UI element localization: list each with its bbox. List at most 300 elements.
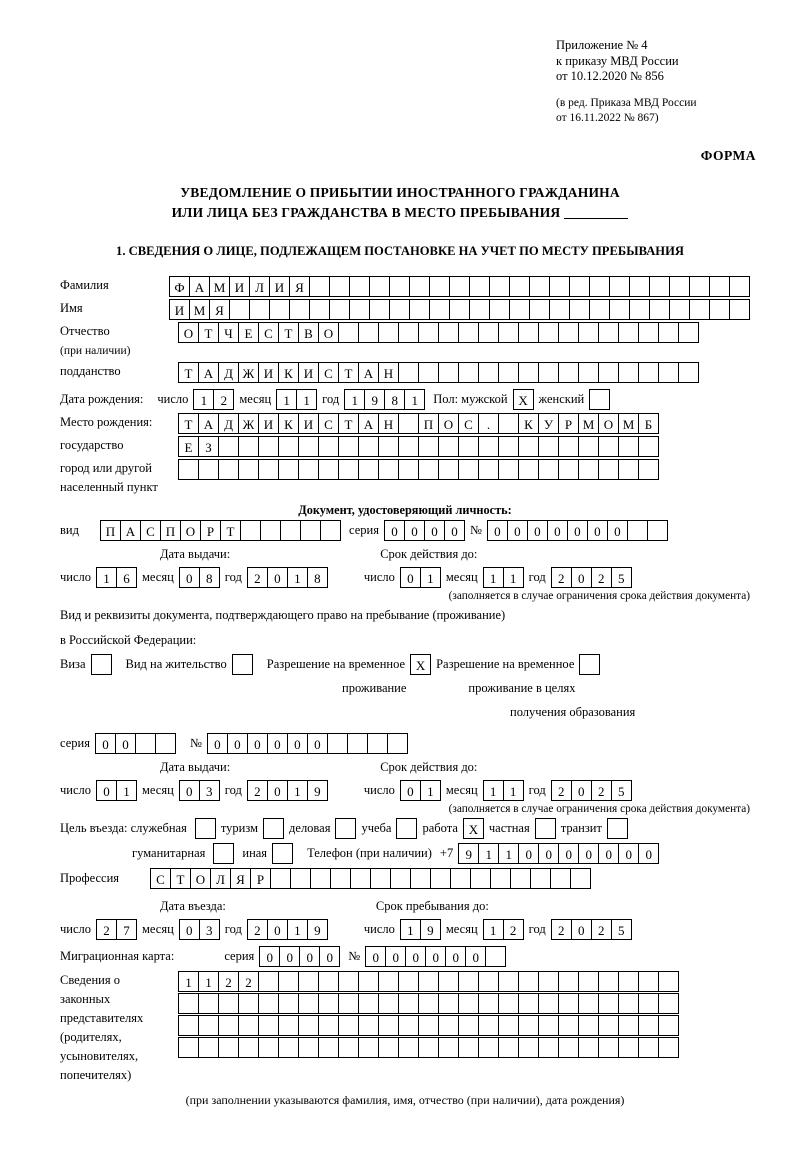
char-cell[interactable] [155, 733, 176, 754]
char-cell[interactable]: 0 [444, 520, 465, 541]
char-cell[interactable] [280, 520, 301, 541]
char-cell[interactable] [498, 1037, 519, 1058]
char-cell[interactable]: П [418, 413, 439, 434]
char-cell[interactable] [349, 299, 370, 320]
char-cell[interactable] [438, 971, 459, 992]
legal-rep-boxes-row4[interactable] [178, 1037, 679, 1058]
char-cell[interactable]: Е [178, 436, 199, 457]
char-cell[interactable]: А [198, 413, 219, 434]
char-cell[interactable] [410, 868, 431, 889]
purpose-study-checkbox[interactable] [396, 818, 417, 839]
char-cell[interactable]: Р [200, 520, 221, 541]
char-cell[interactable] [390, 868, 411, 889]
char-cell[interactable] [298, 1015, 319, 1036]
char-cell[interactable] [629, 276, 650, 297]
legal-rep-boxes-row2[interactable] [178, 993, 679, 1014]
char-cell[interactable] [418, 971, 439, 992]
char-cell[interactable] [389, 299, 410, 320]
sex-male-checkbox[interactable]: X [513, 389, 534, 410]
char-cell[interactable] [669, 299, 690, 320]
char-cell[interactable]: Ж [238, 362, 259, 383]
char-cell[interactable] [458, 436, 479, 457]
char-cell[interactable]: Т [220, 520, 241, 541]
char-cell[interactable] [418, 1015, 439, 1036]
char-cell[interactable] [558, 362, 579, 383]
char-cell[interactable]: Т [338, 362, 359, 383]
char-cell[interactable] [278, 1015, 299, 1036]
char-cell[interactable] [198, 993, 219, 1014]
char-cell[interactable] [689, 299, 710, 320]
char-cell[interactable] [689, 276, 710, 297]
char-cell[interactable]: М [618, 413, 639, 434]
patronymic-boxes[interactable] [178, 322, 699, 343]
char-cell[interactable]: 1 [344, 389, 365, 410]
purpose-other-checkbox[interactable] [272, 843, 293, 864]
char-cell[interactable]: 3 [199, 919, 220, 940]
char-cell[interactable] [498, 436, 519, 457]
char-cell[interactable] [409, 276, 430, 297]
char-cell[interactable] [178, 1037, 199, 1058]
char-cell[interactable]: К [518, 413, 539, 434]
migration-series-boxes[interactable] [259, 946, 340, 967]
char-cell[interactable] [538, 436, 559, 457]
char-cell[interactable] [478, 459, 499, 480]
char-cell[interactable]: И [298, 413, 319, 434]
char-cell[interactable]: 2 [591, 780, 612, 801]
char-cell[interactable]: Ч [218, 322, 239, 343]
char-cell[interactable]: 2 [551, 567, 572, 588]
residence-permit-checkbox[interactable] [232, 654, 253, 675]
char-cell[interactable]: 0 [425, 946, 446, 967]
char-cell[interactable] [318, 971, 339, 992]
char-cell[interactable] [578, 1015, 599, 1036]
char-cell[interactable] [358, 971, 379, 992]
char-cell[interactable] [589, 276, 610, 297]
char-cell[interactable]: 0 [299, 946, 320, 967]
char-cell[interactable]: К [278, 413, 299, 434]
char-cell[interactable] [489, 276, 510, 297]
stay-year-boxes[interactable] [551, 919, 632, 940]
char-cell[interactable]: 0 [578, 843, 599, 864]
char-cell[interactable] [510, 868, 531, 889]
char-cell[interactable] [338, 993, 359, 1014]
char-cell[interactable] [238, 993, 259, 1014]
char-cell[interactable]: 1 [503, 780, 524, 801]
char-cell[interactable]: 0 [558, 843, 579, 864]
char-cell[interactable] [578, 322, 599, 343]
char-cell[interactable] [358, 459, 379, 480]
char-cell[interactable]: И [229, 276, 250, 297]
char-cell[interactable]: 1 [503, 567, 524, 588]
char-cell[interactable] [549, 276, 570, 297]
char-cell[interactable] [370, 868, 391, 889]
char-cell[interactable] [378, 1037, 399, 1058]
char-cell[interactable] [658, 322, 679, 343]
char-cell[interactable] [389, 276, 410, 297]
char-cell[interactable] [218, 1015, 239, 1036]
char-cell[interactable]: 1 [276, 389, 297, 410]
char-cell[interactable] [658, 1037, 679, 1058]
char-cell[interactable]: 1 [198, 971, 219, 992]
char-cell[interactable]: 0 [307, 733, 328, 754]
char-cell[interactable] [618, 459, 639, 480]
char-cell[interactable]: 0 [424, 520, 445, 541]
char-cell[interactable] [598, 362, 619, 383]
permit-valid-year-boxes[interactable] [551, 780, 632, 801]
char-cell[interactable]: Я [289, 276, 310, 297]
char-cell[interactable] [618, 1037, 639, 1058]
char-cell[interactable] [409, 299, 430, 320]
char-cell[interactable] [538, 993, 559, 1014]
char-cell[interactable] [678, 362, 699, 383]
char-cell[interactable] [478, 1037, 499, 1058]
char-cell[interactable]: 9 [420, 919, 441, 940]
char-cell[interactable]: 9 [307, 780, 328, 801]
char-cell[interactable] [320, 520, 341, 541]
char-cell[interactable]: 1 [96, 567, 117, 588]
permit-issue-year-boxes[interactable] [247, 780, 328, 801]
char-cell[interactable] [318, 993, 339, 1014]
char-cell[interactable]: С [258, 322, 279, 343]
char-cell[interactable]: 0 [96, 780, 117, 801]
char-cell[interactable] [509, 299, 530, 320]
char-cell[interactable] [658, 362, 679, 383]
char-cell[interactable]: 0 [518, 843, 539, 864]
char-cell[interactable] [638, 971, 659, 992]
iddoc-valid-year-boxes[interactable] [551, 567, 632, 588]
char-cell[interactable] [558, 322, 579, 343]
char-cell[interactable] [258, 993, 279, 1014]
char-cell[interactable] [538, 362, 559, 383]
char-cell[interactable]: 2 [238, 971, 259, 992]
char-cell[interactable]: 0 [227, 733, 248, 754]
char-cell[interactable] [518, 436, 539, 457]
char-cell[interactable]: Т [198, 322, 219, 343]
char-cell[interactable]: 0 [95, 733, 116, 754]
char-cell[interactable]: 1 [116, 780, 137, 801]
char-cell[interactable]: 2 [551, 780, 572, 801]
char-cell[interactable]: М [209, 276, 230, 297]
char-cell[interactable] [709, 276, 730, 297]
char-cell[interactable]: П [100, 520, 121, 541]
char-cell[interactable] [618, 436, 639, 457]
char-cell[interactable]: 3 [199, 780, 220, 801]
char-cell[interactable] [349, 276, 370, 297]
entry-day-boxes[interactable] [96, 919, 137, 940]
char-cell[interactable]: 0 [179, 919, 200, 940]
char-cell[interactable] [618, 322, 639, 343]
char-cell[interactable] [598, 993, 619, 1014]
char-cell[interactable] [367, 733, 388, 754]
char-cell[interactable] [358, 1015, 379, 1036]
purpose-transit-checkbox[interactable] [607, 818, 628, 839]
char-cell[interactable] [658, 971, 679, 992]
char-cell[interactable] [558, 1037, 579, 1058]
char-cell[interactable] [558, 971, 579, 992]
char-cell[interactable]: Л [249, 276, 270, 297]
char-cell[interactable]: 2 [551, 919, 572, 940]
char-cell[interactable] [518, 322, 539, 343]
char-cell[interactable] [578, 459, 599, 480]
char-cell[interactable] [578, 971, 599, 992]
char-cell[interactable] [489, 299, 510, 320]
char-cell[interactable] [218, 436, 239, 457]
char-cell[interactable] [318, 436, 339, 457]
char-cell[interactable] [378, 436, 399, 457]
char-cell[interactable] [570, 868, 591, 889]
char-cell[interactable]: И [258, 362, 279, 383]
char-cell[interactable]: 1 [193, 389, 214, 410]
char-cell[interactable]: Н [378, 362, 399, 383]
char-cell[interactable] [518, 1037, 539, 1058]
char-cell[interactable] [578, 993, 599, 1014]
char-cell[interactable]: 2 [213, 389, 234, 410]
char-cell[interactable] [278, 971, 299, 992]
char-cell[interactable]: 0 [279, 946, 300, 967]
birthplace-boxes-row2[interactable] [178, 436, 659, 457]
char-cell[interactable] [529, 299, 550, 320]
char-cell[interactable] [550, 868, 571, 889]
iddoc-issue-month-boxes[interactable] [179, 567, 220, 588]
char-cell[interactable]: 0 [405, 946, 426, 967]
char-cell[interactable] [458, 1037, 479, 1058]
permit-issue-month-boxes[interactable] [179, 780, 220, 801]
char-cell[interactable]: 0 [115, 733, 136, 754]
char-cell[interactable] [618, 362, 639, 383]
iddoc-valid-month-boxes[interactable] [483, 567, 524, 588]
char-cell[interactable] [530, 868, 551, 889]
permit-number-boxes[interactable] [207, 733, 408, 754]
char-cell[interactable] [258, 436, 279, 457]
char-cell[interactable]: 1 [498, 843, 519, 864]
char-cell[interactable]: 0 [527, 520, 548, 541]
char-cell[interactable]: 0 [384, 520, 405, 541]
char-cell[interactable] [278, 436, 299, 457]
char-cell[interactable]: 0 [618, 843, 639, 864]
char-cell[interactable] [338, 1037, 359, 1058]
permit-issue-day-boxes[interactable] [96, 780, 137, 801]
char-cell[interactable]: . [478, 413, 499, 434]
char-cell[interactable]: 6 [116, 567, 137, 588]
char-cell[interactable] [298, 993, 319, 1014]
char-cell[interactable] [258, 1037, 279, 1058]
char-cell[interactable]: Д [218, 413, 239, 434]
char-cell[interactable]: 0 [179, 780, 200, 801]
char-cell[interactable] [529, 276, 550, 297]
char-cell[interactable]: 0 [598, 843, 619, 864]
char-cell[interactable] [518, 362, 539, 383]
char-cell[interactable]: А [358, 413, 379, 434]
iddoc-series-boxes[interactable] [384, 520, 465, 541]
char-cell[interactable] [298, 436, 319, 457]
char-cell[interactable] [238, 459, 259, 480]
edu-residence-checkbox[interactable] [579, 654, 600, 675]
entry-month-boxes[interactable] [179, 919, 220, 940]
char-cell[interactable]: 9 [364, 389, 385, 410]
purpose-private-checkbox[interactable] [535, 818, 556, 839]
temp-residence-checkbox[interactable]: X [410, 654, 431, 675]
char-cell[interactable]: С [140, 520, 161, 541]
char-cell[interactable] [338, 322, 359, 343]
char-cell[interactable] [238, 1037, 259, 1058]
char-cell[interactable] [398, 436, 419, 457]
char-cell[interactable]: 0 [571, 919, 592, 940]
char-cell[interactable]: А [189, 276, 210, 297]
char-cell[interactable] [438, 1015, 459, 1036]
char-cell[interactable] [638, 436, 659, 457]
char-cell[interactable] [638, 1037, 659, 1058]
char-cell[interactable] [218, 993, 239, 1014]
char-cell[interactable]: 1 [287, 919, 308, 940]
char-cell[interactable] [238, 1015, 259, 1036]
char-cell[interactable] [378, 459, 399, 480]
char-cell[interactable]: 8 [199, 567, 220, 588]
char-cell[interactable]: М [189, 299, 210, 320]
char-cell[interactable] [458, 971, 479, 992]
char-cell[interactable] [458, 1015, 479, 1036]
char-cell[interactable] [229, 299, 250, 320]
char-cell[interactable]: 0 [267, 733, 288, 754]
char-cell[interactable] [638, 1015, 659, 1036]
char-cell[interactable]: С [458, 413, 479, 434]
char-cell[interactable]: О [598, 413, 619, 434]
char-cell[interactable] [260, 520, 281, 541]
char-cell[interactable] [298, 1037, 319, 1058]
char-cell[interactable]: 5 [611, 567, 632, 588]
char-cell[interactable]: Т [178, 362, 199, 383]
char-cell[interactable]: О [178, 322, 199, 343]
char-cell[interactable] [178, 1015, 199, 1036]
char-cell[interactable] [398, 993, 419, 1014]
legal-rep-boxes-row1[interactable] [178, 971, 679, 992]
char-cell[interactable]: 0 [404, 520, 425, 541]
char-cell[interactable] [438, 1037, 459, 1058]
char-cell[interactable] [518, 993, 539, 1014]
char-cell[interactable] [618, 993, 639, 1014]
char-cell[interactable] [438, 436, 459, 457]
char-cell[interactable] [258, 1015, 279, 1036]
char-cell[interactable] [469, 299, 490, 320]
char-cell[interactable] [418, 322, 439, 343]
char-cell[interactable]: Б [638, 413, 659, 434]
permit-series-boxes[interactable] [95, 733, 176, 754]
char-cell[interactable] [290, 868, 311, 889]
char-cell[interactable] [258, 459, 279, 480]
char-cell[interactable]: 0 [179, 567, 200, 588]
char-cell[interactable] [198, 1015, 219, 1036]
char-cell[interactable] [418, 436, 439, 457]
char-cell[interactable] [240, 520, 261, 541]
char-cell[interactable] [478, 993, 499, 1014]
char-cell[interactable]: З [198, 436, 219, 457]
char-cell[interactable]: 2 [218, 971, 239, 992]
char-cell[interactable]: 1 [483, 919, 504, 940]
char-cell[interactable] [438, 322, 459, 343]
char-cell[interactable] [458, 322, 479, 343]
char-cell[interactable]: 1 [478, 843, 499, 864]
char-cell[interactable] [638, 362, 659, 383]
char-cell[interactable] [558, 993, 579, 1014]
purpose-humanitarian-checkbox[interactable] [213, 843, 234, 864]
char-cell[interactable] [329, 276, 350, 297]
char-cell[interactable]: 0 [487, 520, 508, 541]
char-cell[interactable] [327, 733, 348, 754]
char-cell[interactable] [458, 459, 479, 480]
char-cell[interactable] [638, 322, 659, 343]
char-cell[interactable]: 0 [567, 520, 588, 541]
char-cell[interactable] [478, 322, 499, 343]
char-cell[interactable] [438, 362, 459, 383]
char-cell[interactable] [429, 276, 450, 297]
char-cell[interactable] [350, 868, 371, 889]
char-cell[interactable] [338, 436, 359, 457]
char-cell[interactable]: Л [210, 868, 231, 889]
char-cell[interactable]: 0 [607, 520, 628, 541]
char-cell[interactable] [430, 868, 451, 889]
char-cell[interactable] [485, 946, 506, 967]
char-cell[interactable] [300, 520, 321, 541]
char-cell[interactable] [178, 459, 199, 480]
stay-month-boxes[interactable] [483, 919, 524, 940]
char-cell[interactable]: О [438, 413, 459, 434]
char-cell[interactable] [449, 299, 470, 320]
iddoc-kind-boxes[interactable] [100, 520, 341, 541]
char-cell[interactable] [678, 322, 699, 343]
char-cell[interactable]: 0 [259, 946, 280, 967]
char-cell[interactable] [609, 276, 630, 297]
char-cell[interactable] [629, 299, 650, 320]
migration-number-boxes[interactable] [365, 946, 506, 967]
char-cell[interactable] [538, 322, 559, 343]
char-cell[interactable] [578, 436, 599, 457]
char-cell[interactable]: 2 [247, 919, 268, 940]
char-cell[interactable]: П [160, 520, 181, 541]
char-cell[interactable]: 7 [116, 919, 137, 940]
char-cell[interactable] [249, 299, 270, 320]
purpose-tourism-checkbox[interactable] [263, 818, 284, 839]
char-cell[interactable] [310, 868, 331, 889]
char-cell[interactable] [135, 733, 156, 754]
char-cell[interactable] [218, 1037, 239, 1058]
char-cell[interactable] [729, 276, 750, 297]
name-boxes[interactable] [169, 299, 750, 320]
char-cell[interactable]: Р [250, 868, 271, 889]
char-cell[interactable]: 0 [571, 567, 592, 588]
birth-month-boxes[interactable] [276, 389, 317, 410]
char-cell[interactable] [647, 520, 668, 541]
purpose-work-checkbox[interactable]: X [463, 818, 484, 839]
char-cell[interactable] [438, 459, 459, 480]
char-cell[interactable]: Н [378, 413, 399, 434]
char-cell[interactable] [638, 993, 659, 1014]
char-cell[interactable]: 1 [296, 389, 317, 410]
char-cell[interactable]: У [538, 413, 559, 434]
char-cell[interactable]: 0 [445, 946, 466, 967]
char-cell[interactable] [369, 299, 390, 320]
char-cell[interactable] [418, 1037, 439, 1058]
char-cell[interactable]: А [120, 520, 141, 541]
char-cell[interactable]: И [298, 362, 319, 383]
char-cell[interactable] [498, 322, 519, 343]
char-cell[interactable]: И [258, 413, 279, 434]
char-cell[interactable] [598, 436, 619, 457]
char-cell[interactable]: 9 [307, 919, 328, 940]
char-cell[interactable] [270, 868, 291, 889]
char-cell[interactable] [369, 276, 390, 297]
char-cell[interactable]: Т [278, 322, 299, 343]
char-cell[interactable] [309, 276, 330, 297]
char-cell[interactable]: Е [238, 322, 259, 343]
